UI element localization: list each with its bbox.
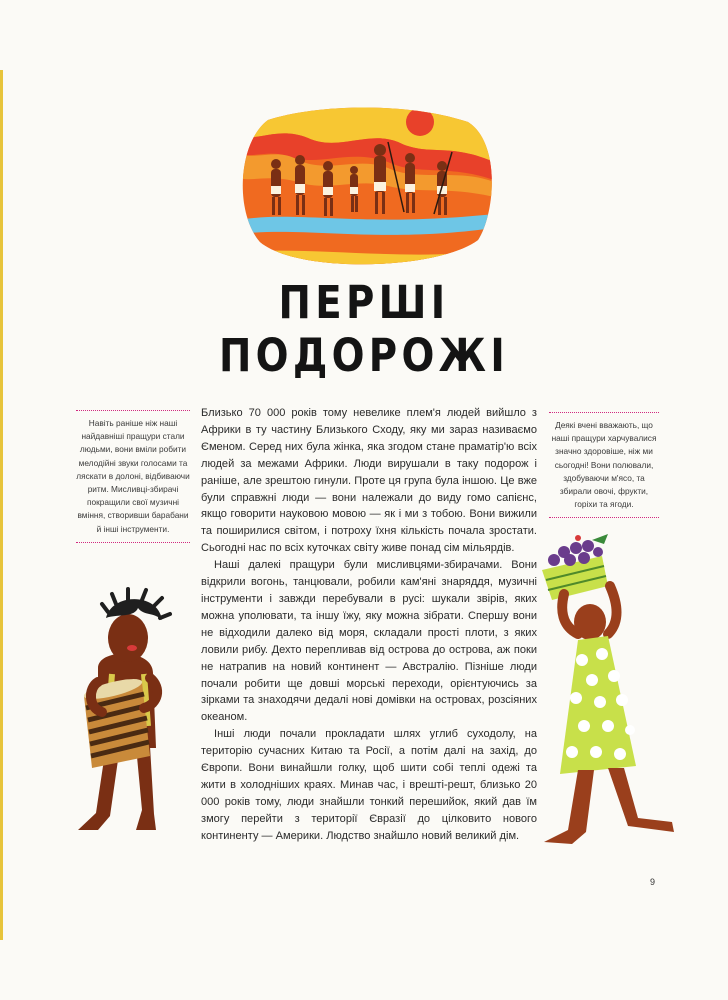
sidebar-rule-bottom <box>549 517 659 518</box>
page-edge-strip <box>0 70 3 940</box>
sidebar-rule-top <box>76 410 190 411</box>
sidebar-left-text: Навіть раніше ніж наші найдавніші пращури стали людьми, вони вміли робити мелодійні звуки голосами та ляскати в долоні, відбиваючи ритм. Мисливці-збирачі покращили свої музичні вміння, створивши барабани й інші інструменти. <box>76 418 190 534</box>
sidebar-rule-bottom <box>76 542 190 543</box>
paragraph: Близько 70 000 років тому невелике плем'я людей вийшло з Африки в ту частину Близького Сходу, яку ми зараз називаємо Єменом. Серед них була жінка, яка згодом стане праматір'ю всіх людей за межами Африки. Люди вирушали в таку подорож і раніше, але зрештою гинули. Проте ця група була іншою. Це вже були справжні люди — вони належали до виду гомо сапієнс, якщо говорити науковою мовою — як і ми з тобою. Вони вижили та поширилися світом, і потроху їхня кількість почала зростати. Сьогодні нас по всіх куточках світу живе понад сім мільярдів. <box>201 407 537 555</box>
sidebar-left <box>76 404 190 549</box>
tribe-illustration <box>238 102 494 274</box>
paragraph: Інші люди почали прокладати шлях углиб суходолу, на територію сучасних Китаю та Росії, а потім далі на захід, до Європи. Вони винайшли голку, щоб шити собі теплі одежі та жити в холодніших краях. Минав час, і врешті-решт, близько 20 000 років тому, люди знайшли тонкий перешийок, який дав їм змогу перейти з території Євразії до цілковито нового континенту — Америки. Людство знайшло новий великий дім. <box>201 728 537 842</box>
page-title <box>51 276 677 382</box>
sidebar-right-text: Деякі вчені вважають, що наші пращури харчувалися значно здоровіше, ніж ми сьогодні! Вони полювали, здобуваючи м'ясо, та збирали овочі, фрукти, горіхи та ягоди. <box>551 420 657 510</box>
main-text <box>201 405 537 845</box>
sidebar-right <box>549 406 659 524</box>
sidebar-rule-top <box>549 412 659 413</box>
paragraph: Наші далекі пращури були мисливцями-збирачами. Вони відкрили вогонь, танцювали, робили кам'яні знаряддя, музичні інструменти і завжди перебували в русі: шукали звірів, яких можна уполювати, та іншу їжу, яку можна зібрати. Спершу вони не відходили далеко від моря, складали прості плоти, з яких ловили рибу. Дехто перепливав від острова до острова, аж поки не натрапив на новий континент — Австралію. Пізніше люди почали робити ще довші морські переходи, орієнтуючись за зірками та знаходячи дедалі нові домівки на островах, розсіяних океаном. <box>201 559 537 724</box>
drummer-illustration <box>58 578 178 848</box>
title-line-2: ПОДОРОЖІ <box>218 329 510 382</box>
gatherer-illustration <box>538 530 688 860</box>
title-line-1: ПЕРШІ <box>278 276 450 329</box>
page-number: 9 <box>650 877 656 887</box>
